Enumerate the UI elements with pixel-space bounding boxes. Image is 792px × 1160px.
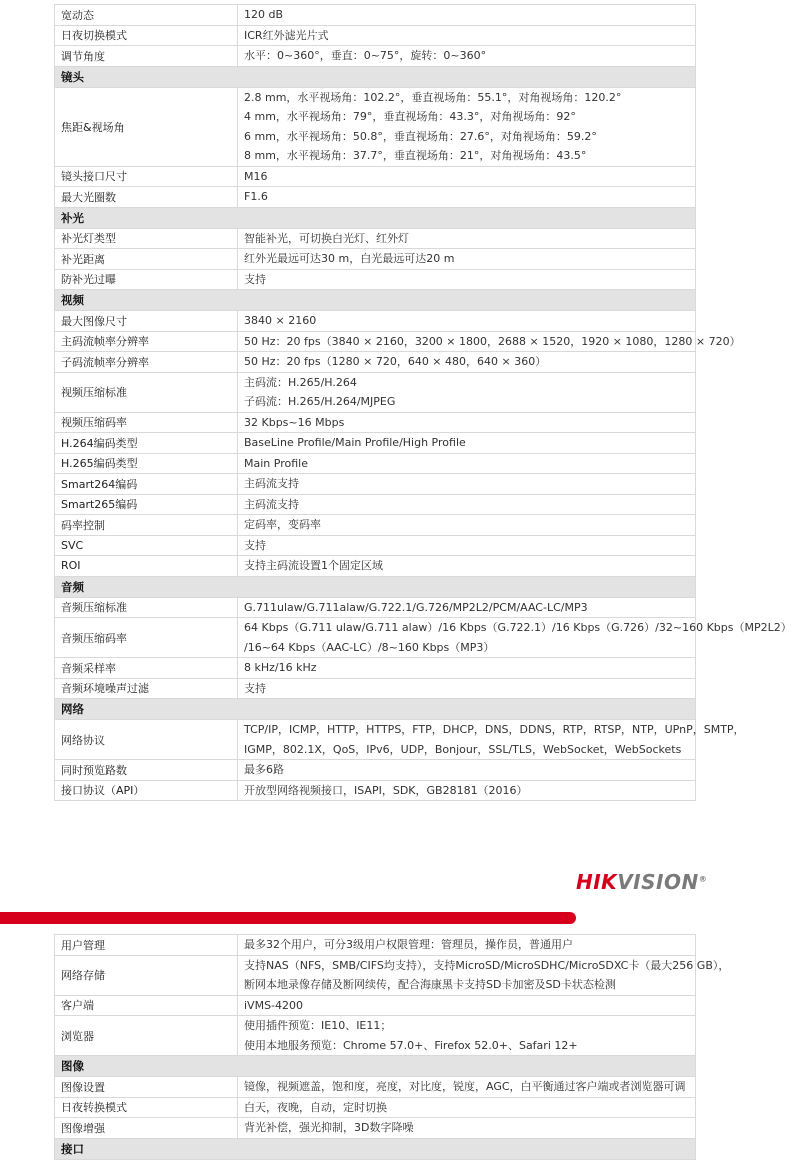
spec-label: 网络存储 (55, 955, 238, 995)
spec-label: 浏览器 (55, 1016, 238, 1056)
spec-value-line: 智能补光，可切换白光灯、红外灯 (244, 231, 409, 245)
spec-label: ROI (55, 556, 238, 577)
spec-value (238, 760, 696, 781)
spec-row (55, 311, 696, 332)
hikvision-logo: HIKVISION® (576, 870, 708, 894)
spec-label: H.265编码类型 (55, 453, 238, 474)
spec-label: 镜头接口尺寸 (55, 166, 238, 187)
spec-row (55, 1077, 696, 1098)
spec-label: 音频压缩码率 (55, 618, 238, 658)
spec-value (238, 780, 696, 801)
spec-row (55, 935, 696, 956)
section-header (55, 1138, 696, 1159)
spec-value-line: 子码流：H.265/H.264/MJPEG (244, 395, 396, 408)
spec-value (238, 995, 696, 1016)
section-header (55, 290, 696, 311)
spec-value-line: /16~64 Kbps（AAC-LC）/8~160 Kbps（MP3） (244, 640, 495, 654)
spec-value (238, 46, 696, 67)
spec-value (238, 474, 696, 495)
spec-value (238, 372, 696, 412)
spec-value (238, 935, 696, 956)
spec-label: 焦距&视场角 (55, 87, 238, 166)
spec-value-line: 支持主码流设置1个固定区域 (244, 559, 383, 572)
spec-value-line: 主码流：H.265/H.264 (244, 375, 357, 389)
section-header (55, 207, 696, 228)
spec-row (55, 269, 696, 290)
spec-value (238, 249, 696, 270)
spec-row (55, 331, 696, 352)
spec-value-line: 6 mm，水平视场角：50.8°，垂直视场角：27.6°，对角视场角：59.2° (244, 129, 597, 143)
spec-value-line: 8 mm，水平视场角：37.7°，垂直视场角：21°，对角视场角：43.5° (244, 149, 587, 162)
spec-label: 音频环境噪声过滤 (55, 678, 238, 699)
section-title: 音频 (55, 576, 696, 597)
spec-value-line: ICR红外滤光片式 (244, 28, 329, 42)
spec-value (238, 535, 696, 556)
spec-value (238, 1118, 696, 1139)
section-title: 补光 (55, 207, 696, 228)
spec-value (238, 166, 696, 187)
spec-row (55, 556, 696, 577)
spec-value-line: IGMP，802.1X，QoS，IPv6，UDP，Bonjour，SSL/TLS，WebSocket，WebSockets (244, 742, 682, 756)
spec-row (55, 249, 696, 270)
spec-label: Smart265编码 (55, 494, 238, 515)
spec-row (55, 494, 696, 515)
spec-value-line: F1.6 (244, 190, 268, 203)
spec-row (55, 780, 696, 801)
section-title: 网络 (55, 699, 696, 720)
spec-label: 音频压缩标准 (55, 597, 238, 618)
spec-row (55, 535, 696, 556)
spec-value-line: 支持 (244, 681, 266, 695)
spec-row (55, 515, 696, 536)
spec-value-line: 使用插件预览：IE10、IE11； (244, 1019, 392, 1032)
spec-row (55, 453, 696, 474)
spec-value (238, 269, 696, 290)
spec-row (55, 597, 696, 618)
section-title: 镜头 (55, 66, 696, 87)
spec-value (238, 515, 696, 536)
section-title: 接口 (55, 1138, 696, 1159)
spec-label: 视频压缩标准 (55, 372, 238, 412)
spec-value (238, 720, 745, 760)
spec-label: 主码流帧率分辨率 (55, 331, 238, 352)
spec-value-line: 支持 (244, 538, 266, 552)
spec-label: 补光灯类型 (55, 228, 238, 249)
spec-label: 客户端 (55, 995, 238, 1016)
spec-value (238, 5, 696, 26)
spec-row (55, 474, 696, 495)
spec-label: 子码流帧率分辨率 (55, 352, 238, 373)
spec-value (238, 25, 696, 46)
spec-label: 防补光过曝 (55, 269, 238, 290)
spec-table-2 (54, 934, 730, 1160)
spec-value-line: BaseLine Profile/Main Profile/High Profile (244, 436, 466, 449)
spec-value-line: 支持NAS（NFS，SMB/CIFS均支持），支持MicroSD/MicroSDHC/MicroSDXC卡（最大256 GB）， (244, 958, 730, 972)
spec-label: SVC (55, 535, 238, 556)
spec-row (55, 46, 696, 67)
spec-label: 同时预览路数 (55, 760, 238, 781)
spec-table-1 (54, 4, 792, 801)
spec-label: 视频压缩码率 (55, 412, 238, 433)
spec-value-line: 主码流支持 (244, 477, 299, 490)
spec-label: 音频采样率 (55, 658, 238, 679)
spec-row (55, 658, 696, 679)
spec-value-line: 开放型网络视频接口，ISAPI，SDK，GB28181（2016） (244, 783, 528, 797)
spec-label: 最大图像尺寸 (55, 311, 238, 332)
section-header (55, 1056, 696, 1077)
spec-value-line: 红外光最远可达30 m，白光最远可达20 m (244, 252, 455, 265)
spec-row (55, 618, 696, 658)
spec-row (55, 1118, 696, 1139)
spec-value (238, 412, 696, 433)
spec-label: 网络协议 (55, 720, 238, 760)
decor-red-band (0, 912, 576, 924)
spec-row (55, 995, 696, 1016)
spec-row (55, 87, 696, 166)
spec-value (238, 597, 696, 618)
spec-row (55, 1016, 696, 1056)
spec-value-line: 3840 × 2160 (244, 314, 317, 327)
spec-value-line: 断网本地录像存储及断网续传，配合海康黑卡支持SD卡加密及SD卡状态检测 (244, 978, 616, 991)
spec-row (55, 678, 696, 699)
spec-label: 日夜转换模式 (55, 1097, 238, 1118)
spec-value-line: 4 mm，水平视场角：79°，垂直视场角：43.3°，对角视场角：92° (244, 110, 576, 123)
spec-value-line: 32 Kbps~16 Mbps (244, 415, 345, 429)
spec-value (238, 453, 696, 474)
section-title: 图像 (55, 1056, 696, 1077)
spec-value-line: 背光补偿，强光抑制，3D数字降噪 (244, 1121, 414, 1134)
spec-label: 接口协议（API） (55, 780, 238, 801)
spec-value (238, 311, 696, 332)
spec-label: 补光距离 (55, 249, 238, 270)
spec-value-line: 64 Kbps（G.711 ulaw/G.711 alaw）/16 Kbps（G.722.1）/16 Kbps（G.726）/32~160 Kbps（MP2L2） (244, 621, 792, 634)
spec-value (238, 87, 696, 166)
spec-row (55, 25, 696, 46)
spec-row (55, 166, 696, 187)
spec-value (238, 1077, 696, 1098)
spec-row (55, 228, 696, 249)
spec-row (55, 372, 696, 412)
spec-value-line: 120 dB (244, 8, 284, 21)
spec-value-line: iVMS-4200 (244, 998, 304, 1012)
spec-value (238, 678, 696, 699)
spec-row (55, 433, 696, 454)
spec-row (55, 5, 696, 26)
spec-label: 码率控制 (55, 515, 238, 536)
spec-label: H.264编码类型 (55, 433, 238, 454)
spec-value-line: 镜像，视频遮盖，饱和度，亮度，对比度，锐度，AGC，白平衡通过客户端或者浏览器可调 (244, 1080, 686, 1093)
spec-value (238, 955, 730, 995)
spec-row (55, 412, 696, 433)
spec-row (55, 352, 696, 373)
spec-value-line: TCP/IP，ICMP，HTTP，HTTPS，FTP，DHCP，DNS，DDNS，RTP，RTSP，NTP，UPnP，SMTP， (244, 723, 745, 736)
spec-value (238, 494, 696, 515)
spec-value (238, 228, 696, 249)
spec-row (55, 955, 696, 995)
spec-value-line: 白天，夜晚，自动，定时切换 (244, 1100, 387, 1114)
spec-row (55, 720, 696, 760)
section-header (55, 699, 696, 720)
spec-label: 调节角度 (55, 46, 238, 67)
section-header (55, 66, 696, 87)
spec-row (55, 760, 696, 781)
spec-label: 图像设置 (55, 1077, 238, 1098)
spec-value-line: 使用本地服务预览：Chrome 57.0+、Firefox 52.0+、Safari 12+ (244, 1038, 578, 1052)
spec-value (238, 556, 696, 577)
spec-value-line: Main Profile (244, 456, 308, 470)
spec-value-line: 50 Hz：20 fps（1280 × 720，640 × 480，640 × 360） (244, 355, 547, 368)
spec-value (238, 1097, 696, 1118)
spec-label: 图像增强 (55, 1118, 238, 1139)
spec-value-line: M16 (244, 169, 268, 183)
spec-value (238, 618, 792, 658)
spec-value-line: G.711ulaw/G.711alaw/G.722.1/G.726/MP2L2/PCM/AAC-LC/MP3 (244, 600, 588, 614)
spec-value-line: 2.8 mm，水平视场角：102.2°，垂直视场角：55.1°，对角视场角：120.2° (244, 90, 622, 104)
spec-value (238, 187, 696, 208)
spec-value-line: 50 Hz：20 fps（3840 × 2160，3200 × 1800，2688 × 1520，1920 × 1080，1280 × 720） (244, 334, 741, 348)
spec-row (55, 1097, 696, 1118)
spec-value-line: 水平：0~360°，垂直：0~75°，旋转：0~360° (244, 49, 487, 62)
section-header (55, 576, 696, 597)
spec-label: 用户管理 (55, 935, 238, 956)
spec-label: 宽动态 (55, 5, 238, 26)
spec-value (238, 658, 696, 679)
spec-value (238, 433, 696, 454)
spec-row (55, 187, 696, 208)
spec-value-line: 8 kHz/16 kHz (244, 661, 317, 674)
spec-value-line: 最多32个用户，可分3级用户权限管理：管理员，操作员，普通用户 (244, 938, 573, 951)
section-title: 视频 (55, 290, 696, 311)
spec-value (238, 331, 741, 352)
spec-label: 日夜切换模式 (55, 25, 238, 46)
spec-value-line: 定码率，变码率 (244, 518, 321, 531)
spec-value-line: 主码流支持 (244, 497, 299, 511)
spec-value (238, 352, 696, 373)
spec-label: 最大光圈数 (55, 187, 238, 208)
spec-value-line: 最多6路 (244, 763, 284, 776)
spec-value (238, 1016, 696, 1056)
spec-value-line: 支持 (244, 272, 266, 286)
spec-label: Smart264编码 (55, 474, 238, 495)
